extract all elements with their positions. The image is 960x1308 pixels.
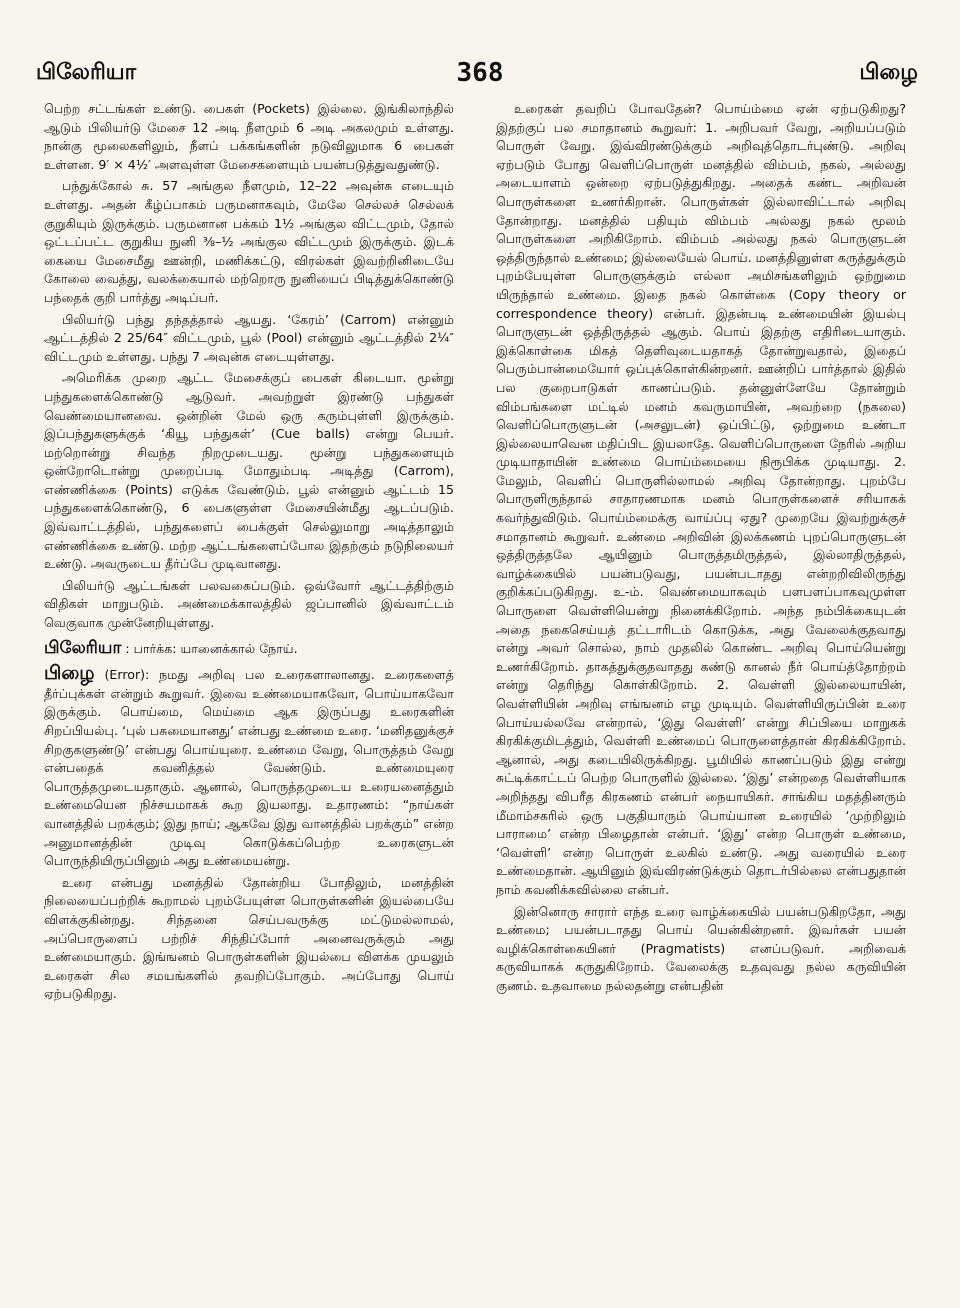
paragraph: அமெரிக்க முறை ஆட்ட மேசைக்குப் பைகள் கிடையா. மூன்று பந்துகளைக்கொண்டு ஆடுவர். அவற்றுள் இரண்டு பந்துகள் வெண்மையானவை. ஒன்றின் மேல் ஒரு கரும்புள்ளி இருக்கும். இப்பந்துகளுக்குக் ‘கியூ பந்துகள்’ (Cue balls) என்று பெயர். மற்றொன்று சிவந்த நிறமுடையது. மூன்று பந்துகளையும் ஒன்றோடொன்று முறைப்படி மோதும்படி அடித்து (Carrom), எண்ணிக்கை (Points) எடுக்க வேண்டும். பூல் என்னும் ஆட்டம் 15 பந்துகளைக்கொண்டு, 6 பைகளுள்ள மேசையின்மீது ஆடப்படும். இவ்வாட்டத்தில், பந்துகளைப் பைக்குள் செல்லுமாறு அடித்தாலும் எண்ணிக்கை உண்டு. மற்ற ஆட்டங்களைப்போல இதற்கும் நடுநிலையர் உண்டு. அவருடைய தீர்ப்பே முடிவானது.: [44, 370, 454, 572]
entry-headword: பிலேரியா: [44, 637, 122, 658]
paragraph: இன்னொரு சாரார் எந்த உரை வாழ்க்கையில் பயன்படுகிறதோ, அது உண்மை; பயன்படாதது பொய் யென்கின்றனர். இவர்கள் பயன் வழிக்கொள்கையினர் (Pragmatists) எனப்படுவர். அறிவைக் கருவியாகக் கருதுகிறோம். வேலைக்கு உதவுவது நல்ல கருவியின் குணம். உதவாமை நல்லதன்று என்பதின்: [496, 903, 906, 993]
entry-headword: பிழை: [44, 662, 95, 685]
paragraph: உரைகள் தவறிப் போவதேன்? பொய்ம்மை ஏன் ஏற்படுகிறது? இதற்குப் பல சமாதானம் கூறுவர்: 1. அறிபவர் வேறு, அறியப்படும் பொருள் வேறு. இவ்விரண்டுக்கும் அறிவுத்தொடர்புண்டு. அறிவு ஏற்படும் போது வெளிப்பொருள் மனத்தில் விம்பம், நகல், அல்லது அடையாளம் ஒன்றை ஏற்படுத்துகிறது. அதைக் கண்ட அறிவன் பொருள்களை உணர்கிறான். பொருள்கள் இல்லாவிட்டால் அறிவு தோன்றாது. மனத்தில் பதியும் விம்பம் அல்லது நகல் மூலம் பொருள்களை அறிகிறோம். விம்பம் அல்லது நகல் பொருளுடன் ஒத்திருந்தால் உண்மை; இல்லையேல் பொய். மனத்தினுள்ள கருத்துக்கும் புறம்பேயுள்ள பொருளுக்கும் எல்லா அமிசங்களிலும் ஒற்றுமை யிருந்தால் உண்மை. இதை நகல் கொள்கை (Copy theory or correspondence theory) என்பர். இதன்படி உண்மையின் இயல்பு பொருளுடன் ஒத்திருத்தல் ஆகும். பொய் இதற்கு எதிரிடையாகும். இக்கொள்கை மிகத் தெளிவுடையதாகத் தோன்றுவதால், இதைப் பெரும்பான்மையோர் ஒப்புக்கொள்கின்றனர். ஊன்றிப் பார்த்தால் இதில் பல குறைபாடுகள் காணப்படும். தன்னுள்ளேயே தோன்றும் விம்பங்களை மட்டில் மனம் கவருமாயின், அவற்றை (நகலை) வெளிப்பொருளுடன் (அசலுடன்) ஒப்பிட்டு, ஒற்றுமை உண்டா இல்லையாவென மதிப்பிட இயலாதே. வெளிப்பொருளை நேரில் அறிய முடியாதாயின் உண்மை பொய்ம்மையை நிரூபிக்க முடியாது. 2. மேலும், வெளிப் பொருளில்லாமல் அறிவு தோன்றாது. புறம்பே பொருளிருந்தால் சாதாரணமாக மனம் பொருள்களைச் சரியாகக் கவர்ந்துவிடும். பொய்ம்மைக்கு வாய்ப்பு ஏது? முறையே இவற்றுக்குச் சமாதானம் கூறுவர். உண்மை அறிவின் இலக்கணம் புறப்பொருளுடன் ஒத்திருத்தலே ஆயினும் பொருத்தமிருத்தல், இல்லாதிருத்தல், வாழ்க்கையில் பயன்படுவது, பயன்படாதது என்றறிவிலிருந்து குறிக்கப்படுகிறது. உ-ம். வெண்மையாகவும் பளபளப்பாகவுமுள்ள பொருளை வெள்ளியென்று நினைக்கிறோம். அந்த நம்பிக்கையுடன் அதை நகைசெய்யத் தட்டாரிடம் கொடுக்க, அது வேலைக்குதவாது என்று அவர் சொல்ல, நாம் முதலில் கொண்ட அறிவு பொய்யென்று உணர்கிறோம். தாகத்துக்குதவாதது கண்டு கானல் நீர் பொய்த்தோற்றம் என்று தெரிந்து கொள்கிறோம். 2. வெள்ளி இல்லையாயின், வெள்ளியின் அறிவு எங்ஙனம் எழ முடியும். வெள்ளியிருப்பின் உரை பொய்யல்லவே என்றால், ‘இது வெள்ளி’ என்று சிப்பியை மாறுகக் கிரகிக்குமிடத்தும், வெள்ளி உண்மைப் பொருளைத்தான் கிரகிக்கிறோம். ஆனால், அது கடையிலிருக்கிறது. பூமியில் காணப்படும் இது என்று சுட்டிக்காட்டப் பெற்ற பொருளில் இல்லை. ‘இது’ என்றதை வெள்ளியாக அறிந்தது விபரீத கிரகணம் என்பர் நையாயிகர். சாங்கிய மதத்தினரும் மீமாம்சகரில் ஒரு பகுதியாரும் பொய்யான உரையில் ‘முற்றிலும் பாராமை’ என்ற பிழைதான் என்பர். ‘இது’ என்ற பொருள் உண்மை, ‘வெள்ளி’ என்ற பொருள் உலகில் உண்டு. அது வரையில் உரை உண்மைதான். ஆயினும் இவ்விரண்டுக்கும் தொடர்பில்லை என்பதுதான் நாம் கவனிக்கவில்லை என்பர்.: [496, 101, 906, 897]
left-column: [44, 100, 454, 1300]
paragraph: பிலியர்டு பந்து தந்தத்தால் ஆயது. ‘கேரம்’ (Carrom) என்னும் ஆட்டத்தில் 2 25/64″ விட்டமும், பூல் (Pool) என்னும் ஆட்டத்தில் 2¼″ விட்டமும் உள்ளது. பந்து 7 அவுன்சு எடையுள்ளது.: [44, 311, 454, 364]
paragraph: பிலியர்டு ஆட்டங்கள் பலவகைப்படும். ஒவ்வோர் ஆட்டத்திற்கும் விதிகள் மாறுபடும். அண்மைக்காலத்தில் ஜப்பானில் இவ்வாட்டம் வெகுவாக முன்னேறியுள்ளது.: [44, 577, 454, 631]
page-number: 368: [456, 58, 504, 88]
entry-text: (Error): நமது அறிவு பல உரைகளாலானது. உரைகளைத் தீர்ப்புக்கள் என்றும் கூறுவர். இவை உண்மையாகவோ, பொய்யாகவோ இருக்கும். பொய்மை, மெய்மை ஆக இருப்பது உரைகளின் சிறப்பியல்பு. ‘புல் பசுமையானது’ என்பது உண்மை உரை. ‘மனிதனுக்குச் சிறகுகளுண்டு’ என்பது பொய்யுரை. உண்மை வேறு, பொருத்தம் வேறு என்பதைக் கவனித்தல் வேண்டும். உண்மையுரை பொருத்தமுடையதாகும். ஆனால், பொருத்தமுடைய உரையனைத்தும் உண்மையென நிச்சயமாகக் கூற இயலாது. உதாரணம்: “நாய்கள் வானத்தில் பறக்கும்; இது நாய்; ஆகவே இது வானத்தில் பறக்கும்” என்ற அனுமானத்தின் முடிவு கொடுக்கப்பெற்ற உரைகளுடன் பொருந்தியிருப்பினும் அது உண்மையன்று.: [44, 667, 454, 869]
paragraph: பந்துக்கோல் சு. 57 அங்குல நீளமும், 12–22 அவுன்சு எடையும் உள்ளது. அதன் கீழ்ப்பாகம் பருமனாகவும், மேலே செல்லச் செல்லக் குறுகியும் இருக்கும். பருமனான பக்கம் 1½ அங்குல விட்டமும், தோல் ஒட்டப்பட்ட குறுகிய நுனி ⅜–½ அங்குல விட்டமும் இருக்கும். இடக் கையை மேசைமீது ஊன்றி, மணிக்கட்டு, விரல்கள் இவற்றினிடையே கோலை வைத்து, வலக்கையால் மற்றொரு நுனியைப் பிடித்துக்கொண்டு பந்தைக் குறி பார்த்து அடிப்பர்.: [44, 178, 454, 305]
running-header: [36, 58, 924, 92]
paragraph: உரை என்பது மனத்தில் தோன்றிய போதிலும், மனத்தின் நிலையைப்பற்றிக் கூறாமல் புறம்பேயுள்ள பொருள்களின் இயல்பையே விளக்குகின்றது. சிந்தனை செய்பவருக்கு மட்டுமல்லாமல், அப்பொருளைப் பற்றிச் சிந்திப்போர் அனைவருக்கும் அது உண்மையாகும். இங்ஙனம் பொருள்களின் இயல்பை விளக்க முயலும் உரைகள் சில சமயங்களில் தவறிப்போகும். அப்போது பொய் ஏற்படுகிறது.: [44, 874, 454, 1002]
right-column: [496, 100, 906, 1300]
entry-text: : பார்க்க: யானைக்கால் நோய்.: [125, 640, 298, 656]
entry-pizhai: [44, 664, 454, 871]
header-left-keyword: பிலேரியா: [36, 60, 137, 85]
header-right-keyword: பிழை: [859, 60, 918, 85]
entry-pileriya: [44, 639, 454, 659]
paragraph: பெற்ற சட்டங்கள் உண்டு. பைகள் (Pockets) இல்லை. இங்கிலாந்தில் ஆடும் பிலியர்டு மேசை 12 அடி நீளமும் 6 அடி அகலமும் உள்ளது. நான்கு மூலைகளிலும், நீளப் பக்கங்களின் நடுவிலுமாக 6 பைகள் உள்ளன. 9′ × 4½′ அளவுள்ள மேசைகளையும் பயன்படுத்துவதுண்டு.: [44, 101, 454, 172]
